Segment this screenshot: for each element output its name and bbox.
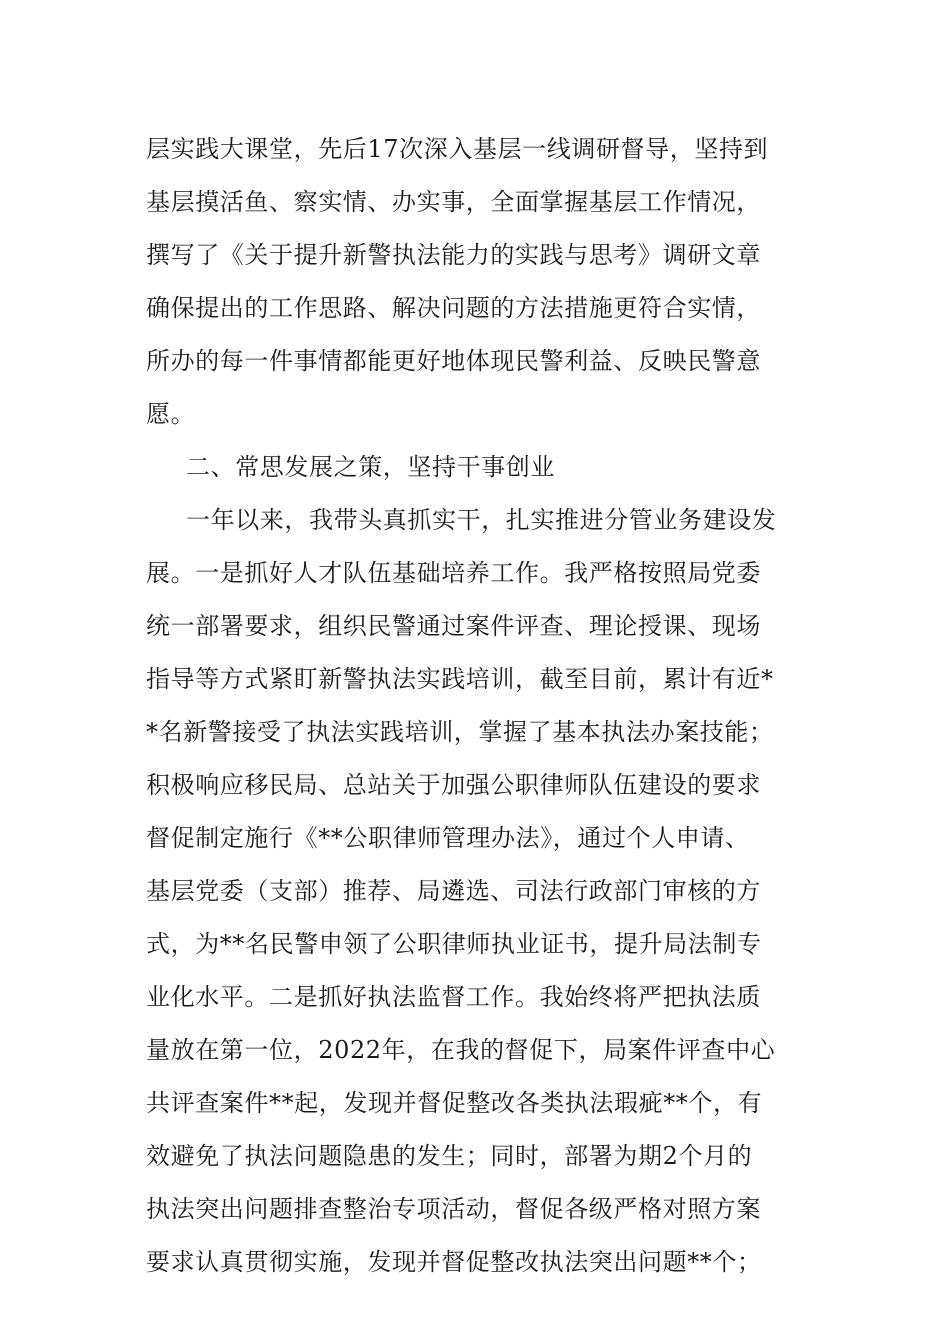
text-line: 共评查案件**起，发现并督促整改各类执法瑕疵**个，有 [146,1089,763,1117]
text-line: 督促制定施行《**公职律师管理办法》，通过个人申请、 [146,824,750,852]
text-line: 基层摸活鱼、察实情、办实事，全面掌握基层工作情况， [146,188,761,216]
text-line: 确保提出的工作思路、解决问题的方法措施更符合实情， [146,294,761,322]
text-line: 所办的每一件事情都能更好地体现民警利益、反映民警意 [146,347,761,375]
text-line: 指导等方式紧盯新警执法实践培训，截至目前，累计有近* [146,665,774,693]
text-line: 执法突出问题排查整治专项活动，督促各级严格对照方案 [146,1195,761,1223]
text-line: 量放在第一位，2022年，在我的督促下，局案件评查中心 [146,1036,776,1064]
text-line: 式，为**名民警申领了公职律师执业证书，提升局法制专 [146,930,762,958]
text-line: 层实践大课堂，先后17次深入基层一线调研督导，坚持到 [146,135,769,163]
text-line: 业化水平。二是抓好执法监督工作。我始终将严把执法质 [146,983,761,1011]
text-line: 展。一是抓好人才队伍基础培养工作。我严格按照局党委 [146,559,761,587]
text-line: 基层党委（支部）推荐、局遴选、司法行政部门审核的方 [146,877,761,905]
text-line: 要求认真贯彻实施，发现并督促整改执法突出问题**个； [146,1248,762,1276]
section-heading: 二、常思发展之策，坚持干事创业 [186,453,555,481]
text-line: *名新警接受了执法实践培训，掌握了基本执法办案技能； [146,718,774,746]
text-line: 撰写了《关于提升新警执法能力的实践与思考》调研文章 [146,241,761,269]
text-line: 效避免了执法问题隐患的发生；同时，部署为期2个月的 [146,1142,753,1170]
text-line: 愿。 [146,400,196,428]
text-line: 统一部署要求，组织民警通过案件评查、理论授课、现场 [146,612,761,640]
text-line: 积极响应移民局、总站关于加强公职律师队伍建设的要求 [146,771,761,799]
text-line: 一年以来，我带头真抓实干，扎实推进分管业务建设发 [186,506,777,534]
